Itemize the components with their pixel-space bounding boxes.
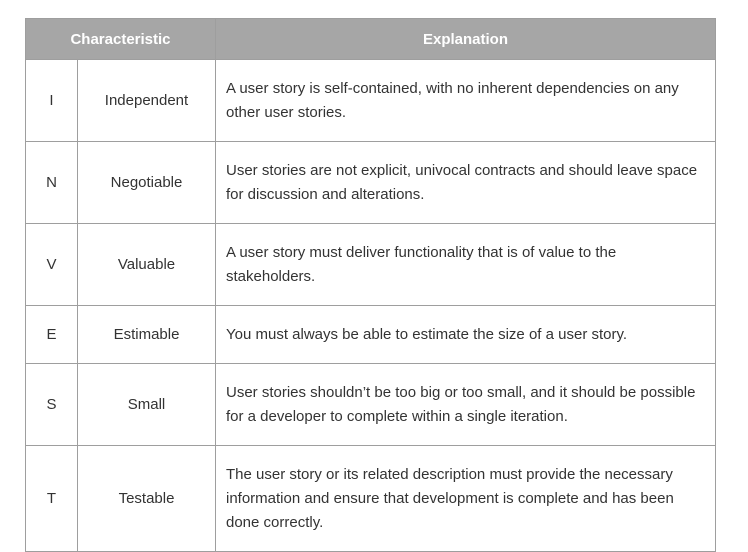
row-explanation: User stories are not explicit, univocal contracts and should leave space for discussion and alterations. [216, 142, 716, 224]
row-characteristic: Testable [78, 446, 216, 552]
row-explanation: You must always be able to estimate the size of a user story. [216, 306, 716, 364]
row-characteristic: Independent [78, 60, 216, 142]
row-letter: S [26, 364, 78, 446]
table-row [26, 142, 716, 224]
explanation-header: Explanation [216, 19, 716, 60]
table-row [26, 306, 716, 364]
characteristic-header: Characteristic [26, 19, 216, 60]
table-row [26, 60, 716, 142]
row-characteristic: Small [78, 364, 216, 446]
row-explanation: A user story must deliver functionality that is of value to the stakeholders. [216, 224, 716, 306]
row-letter: V [26, 224, 78, 306]
row-characteristic: Negotiable [78, 142, 216, 224]
row-letter: N [26, 142, 78, 224]
invest-table [25, 18, 716, 552]
table-row [26, 364, 716, 446]
row-characteristic: Valuable [78, 224, 216, 306]
table-row [26, 224, 716, 306]
row-explanation: User stories shouldn’t be too big or too small, and it should be possible for a developer to complete within a single iteration. [216, 364, 716, 446]
row-explanation: The user story or its related description must provide the necessary information and ensure that development is complete and has been done correctly. [216, 446, 716, 552]
table-row [26, 446, 716, 552]
header-row [26, 19, 716, 60]
row-letter: E [26, 306, 78, 364]
row-explanation: A user story is self-contained, with no inherent dependencies on any other user stories. [216, 60, 716, 142]
row-letter: I [26, 60, 78, 142]
row-characteristic: Estimable [78, 306, 216, 364]
row-letter: T [26, 446, 78, 552]
